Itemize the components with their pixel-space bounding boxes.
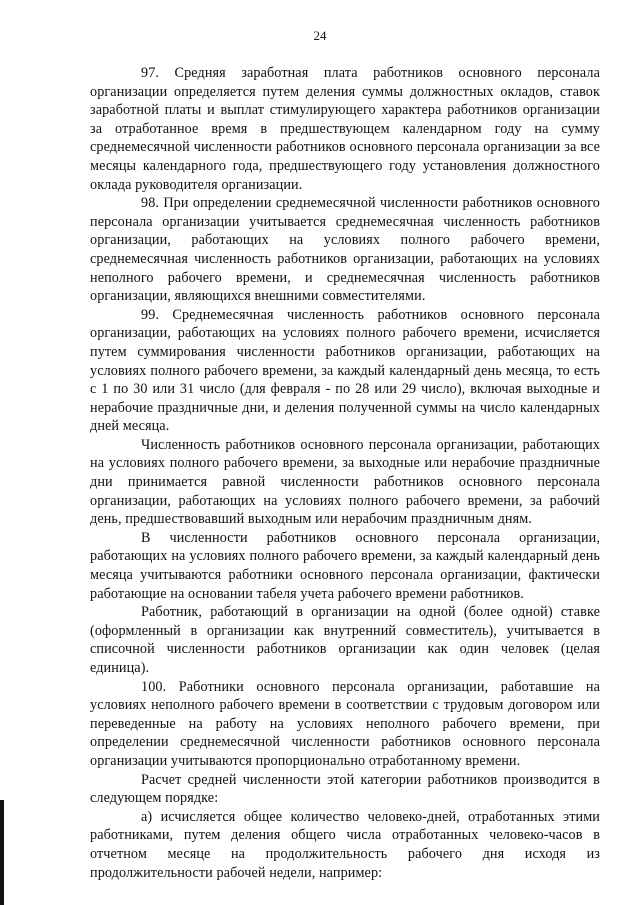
scan-edge-line [0, 800, 4, 905]
paragraph-98: 98. При определении среднемесячной численности работников основного персонала организации учитывается среднемесячная численность работников организации, работающих на условиях полного рабочего времени, среднемесячная численность работников организации, работающих на условиях неполного рабочего времени, и среднемесячная численность работников организации, являющихся внешними совместителями. [90, 195, 600, 305]
paragraph-100-item-a: а) исчисляется общее количество человеко-дней, отработанных этими работниками, путем деления общего числа отработанных человеко-часов в отчетном месяце на продолжительность рабочего дня исходя из продолжительности рабочей недели, например: [90, 808, 600, 881]
paragraph-100-calculation: Расчет средней численности этой категории работников производится в следующем порядке: [90, 771, 600, 807]
paragraph-99-headcount: Численность работников основного персонала организации, работающих на условиях полного рабочего времени, за выходные или нерабочие праздничные дни принимается равной численности работников основного персонала организации, работающих на условиях полного рабочего времени, за рабочий день, предшествовавший выходным или нерабочим праздничным дням. [90, 436, 600, 528]
paragraph-97: 97. Средняя заработная плата работников основного персонала организации определяется путем деления суммы должностных окладов, ставок заработной платы и выплат стимулирующего характера работников организации за отработанное время в предшествующем календарном году на сумму среднемесячной численности работников основного персонала организации за все месяцы календарного года, предшествующего году установления должностного оклада руководителя организации. [90, 65, 600, 193]
page-number: 24 [313, 28, 327, 43]
paragraph-100: 100. Работники основного персонала организации, работавшие на условиях неполного рабочего времени в соответствии с трудовым договором или переведенные на работу на условиях неполного рабочего времени, при определении среднемесячной численности работников основного персонала организации учитываются пропорционально отработанному времени. [90, 678, 600, 769]
paragraph-99-timesheet: В численности работников основного персонала организации, работающих на условиях полного рабочего времени, за каждый календарный день месяца учитываются работники основного персонала организации, фактически работающие на основании табеля учета рабочего времени работников. [90, 529, 600, 602]
paragraph-99-rate: Работник, работающий в организации на одной (более одной) ставке (оформленный в организации как внутренний совместитель), учитывается в списочной численности работников организации как один человек (целая единица). [90, 604, 600, 676]
document-body [90, 64, 600, 882]
paragraph-99: 99. Среднемесячная численность работников основного персонала организации, работающих на условиях полного рабочего времени, исчисляется путем суммирования численности работников организации, работающих на условиях полного рабочего времени, за каждый календарный день месяца, то есть с 1 по 30 или 31 число (для февраля - по 28 или 29 число), включая выходные и нерабочие праздничные дни, и деления полученной суммы на число календарных дней месяца. [90, 306, 600, 435]
